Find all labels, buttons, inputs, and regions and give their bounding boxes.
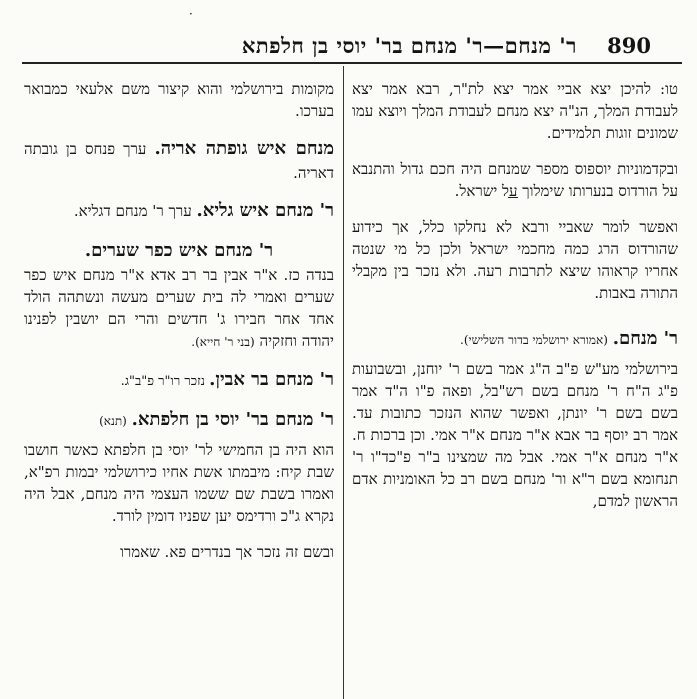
paragraph-2-text: בנדה כז. א"ר אבין בר רב אדא א"ר מנחם איש כפר שערים ואמרי לה בית שערים מעשה ונשתהה הולד אחד אחר חבירו ג' חדשים והרי הם יושבין לפנינו יהודה וחזקיה [24,266,334,350]
paragraph-2: ובקדמוניות יוספוס מספר שמנחם היה חכם גדול והתנבא על הורדוס בנערותו שימלוך על ישראל. [352,160,678,200]
entry-d-text: נזכר רו"ר פ"ב"ג. [120,374,210,389]
header-rule [22,62,682,64]
page-header [0,0,697,62]
left-column [24,78,334,563]
entry-e-name: ר' מנחם בר' יוסי בן חלפתא. [131,409,334,430]
entry-b [24,198,334,224]
page-number: 890 [607,33,651,58]
paragraph-2-tag: (בני ר' חייא). [191,335,255,349]
entry-e-tag: (תנא) [99,414,127,428]
paragraph-4: ובשם זה נזכר אך בנדרים פא. שאמרו [120,543,334,561]
right-column [352,78,678,512]
entry-d [24,367,334,393]
column-divider [343,66,344,699]
paragraph-2 [24,264,334,353]
entry-tag: (אמורא ירושלמי בדור השלישי). [460,333,608,347]
header-dot: · [189,7,193,21]
entry-a-text: ערך פנחס בן גובתה דאריה. [24,140,334,182]
entry-b-text: ערך ר' מנחם דגליא. [73,202,197,220]
paragraph-1: מקומות בירושלמי והוא קיצור משם אלעאי כמבואר בערכו. [24,80,334,120]
entry-a [24,136,334,184]
entry-b-name: ר' מנחם איש גליא. [196,200,334,221]
entry-c-heading: ר' מנחם איש כפר שערים. [84,240,274,261]
entry-name: ר' מנחם. [612,328,678,349]
entry-heading [352,326,678,352]
running-title: ר' מנחם—ר' מנחם בר' יוסי בן חלפתא [241,33,577,58]
paragraph-3: ואפשר לומר שאביי ורבא לא נחלקו כלל, אך כידוע שהורדוס הרג כמה מחכמי ישראל ולכן כל מי שנטה אחריו קראוהו שיצא לתרבות רעה. ולא נזכר בין מקבלי התורה באבות. [352,218,678,302]
entry-d-name: ר' מנחם בר אבין. [209,369,334,390]
entry-e [24,407,334,433]
paragraph-4: בירושלמי מע"ש פ"ב ה"ג אמר בשם ר' יוחנן, ובשבועות פ"ג ה"ח ר' מנחם בשם רש"בל, ופאה פ"ו ה"ד אמר בשם בשם ר' יונתן, ואפשר שהוא הנזכר כתובות עד. אמר רב יוסף בר אבא א"ר מנחם א"ר אמי. וכן ברכות ח. א"ר מנחם א"ר אמי. אבל מה שמצינו ב"ר פ"כד"ו ר' תנחומא בשם ר"א ור' מנחם בשם רב כל האומניות אדם הראשון למדם, [352,360,678,510]
paragraph-3: הוא היה בן החמישי לר' יוסי בן חלפתא כאשר חושבו שבת קיח: מיבמתו אשת אחיו כירושלמי יבמות רפ"א, ואמרו בשבת שם ששמו העצמי היה מנחם, אבל היה נקרא ג"כ ורדימס יען שפניו דומין לורד. [24,441,334,525]
paragraph-1: טו: להיכן יצא אביי אמר יצא לת"ר, רבא אמר יצא לעבודת המלך, הנ"ה יצא מנחם לעבודת המלך ויוצא עמו שמונים זוגות תלמידים. [352,80,678,142]
entry-a-name: מנחם איש גופתה אריה. [154,138,334,159]
